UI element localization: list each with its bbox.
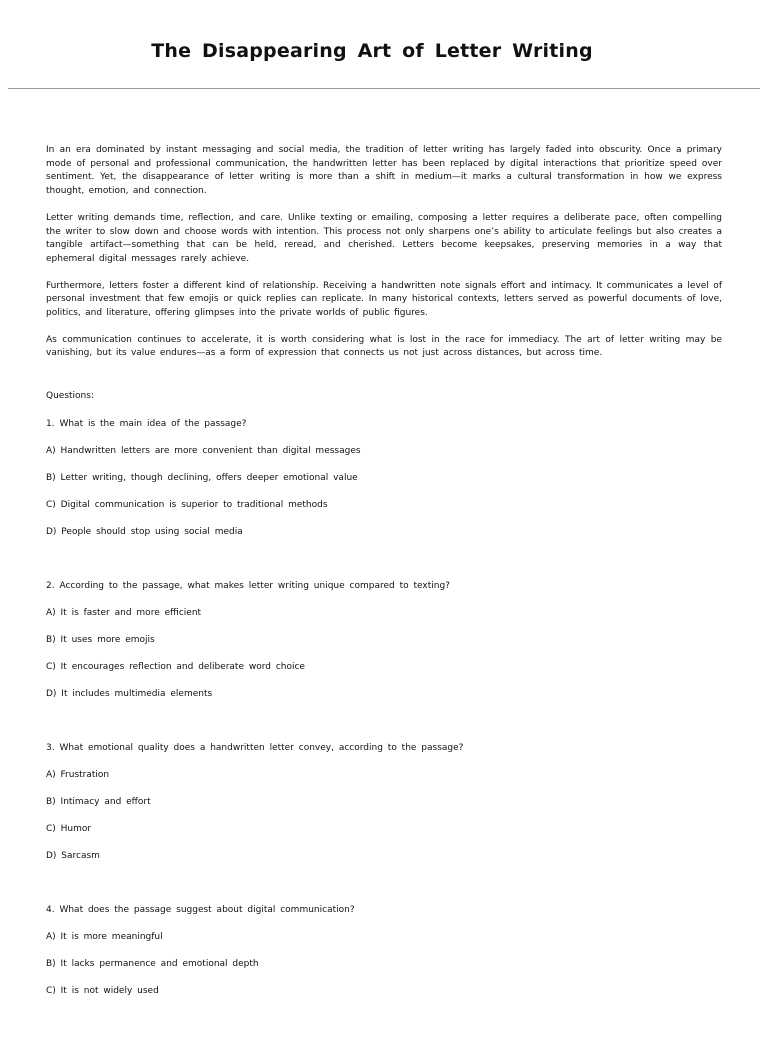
passage — [46, 144, 722, 374]
passage-paragraph-4: As communication continues to accelerate, it is worth considering what is lost in the race for immediacy. The art of letter writing may be vanishing, but its value endures—as a form of expression that connects us not just across distances, but across time. — [46, 334, 722, 359]
answer-option: D) It includes multimedia elements — [46, 689, 213, 699]
question-3 — [46, 742, 722, 862]
question-text: 1. What is the main idea of the passage? — [46, 419, 247, 429]
answer-option: D) Sarcasm — [46, 851, 100, 861]
question-4 — [46, 904, 722, 997]
answer-option: A) Frustration — [46, 770, 110, 780]
answer-option: A) Handwritten letters are more convenient than digital messages — [46, 446, 361, 456]
title-divider — [8, 88, 760, 89]
question-2 — [46, 580, 722, 700]
question-1 — [46, 418, 722, 538]
questions-section — [46, 390, 722, 1039]
answer-option: D) People should stop using social media — [46, 527, 243, 537]
document-title: The Disappearing Art of Letter Writing — [151, 40, 593, 62]
answer-option: B) It lacks permanence and emotional depth — [46, 959, 259, 969]
passage-paragraph-2: Letter writing demands time, reflection, and care. Unlike texting or emailing, composing a letter requires a deliberate pace, often compelling the writer to slow down and choose words with intention. This process not only sharpens one’s ability to articulate feelings but also creates a tangible artifact—something that can be held, reread, and cherished. Letters become keepsakes, preserving memories in a way that ephemeral digital messages rarely achieve. — [46, 212, 722, 264]
answer-option: C) It is not widely used — [46, 986, 159, 996]
question-text: 4. What does the passage suggest about digital communication? — [46, 905, 355, 915]
answer-option: B) It uses more emojis — [46, 635, 155, 645]
answer-option: C) It encourages reflection and deliberate word choice — [46, 662, 305, 672]
answer-option: C) Digital communication is superior to traditional methods — [46, 500, 328, 510]
questions-heading: Questions: — [46, 391, 94, 401]
passage-paragraph-3: Furthermore, letters foster a different kind of relationship. Receiving a handwritten note signals effort and intimacy. It communicates a level of personal investment that few emojis or quick replies can replicate. In many historical contexts, letters served as powerful documents of love, politics, and literature, offering glimpses into the private worlds of public figures. — [46, 280, 722, 319]
answer-option: B) Letter writing, though declining, offers deeper emotional value — [46, 473, 358, 483]
answer-option: A) It is more meaningful — [46, 932, 163, 942]
passage-paragraph-1: In an era dominated by instant messaging and social media, the tradition of letter writing has largely faded into obscurity. Once a primary mode of personal and professional communication, the handwritten letter has been replaced by digital interactions that prioritize speed over sentiment. Yet, the disappearance of letter writing is more than a shift in medium—it marks a cultural transformation in how we express thought, emotion, and connection. — [46, 145, 722, 197]
question-text: 3. What emotional quality does a handwritten letter convey, according to the passage? — [46, 743, 464, 753]
answer-option: C) Humor — [46, 824, 92, 834]
answer-option: B) Intimacy and effort — [46, 797, 151, 807]
question-text: 2. According to the passage, what makes letter writing unique compared to texting? — [46, 581, 450, 591]
answer-option: A) It is faster and more efficient — [46, 608, 202, 618]
